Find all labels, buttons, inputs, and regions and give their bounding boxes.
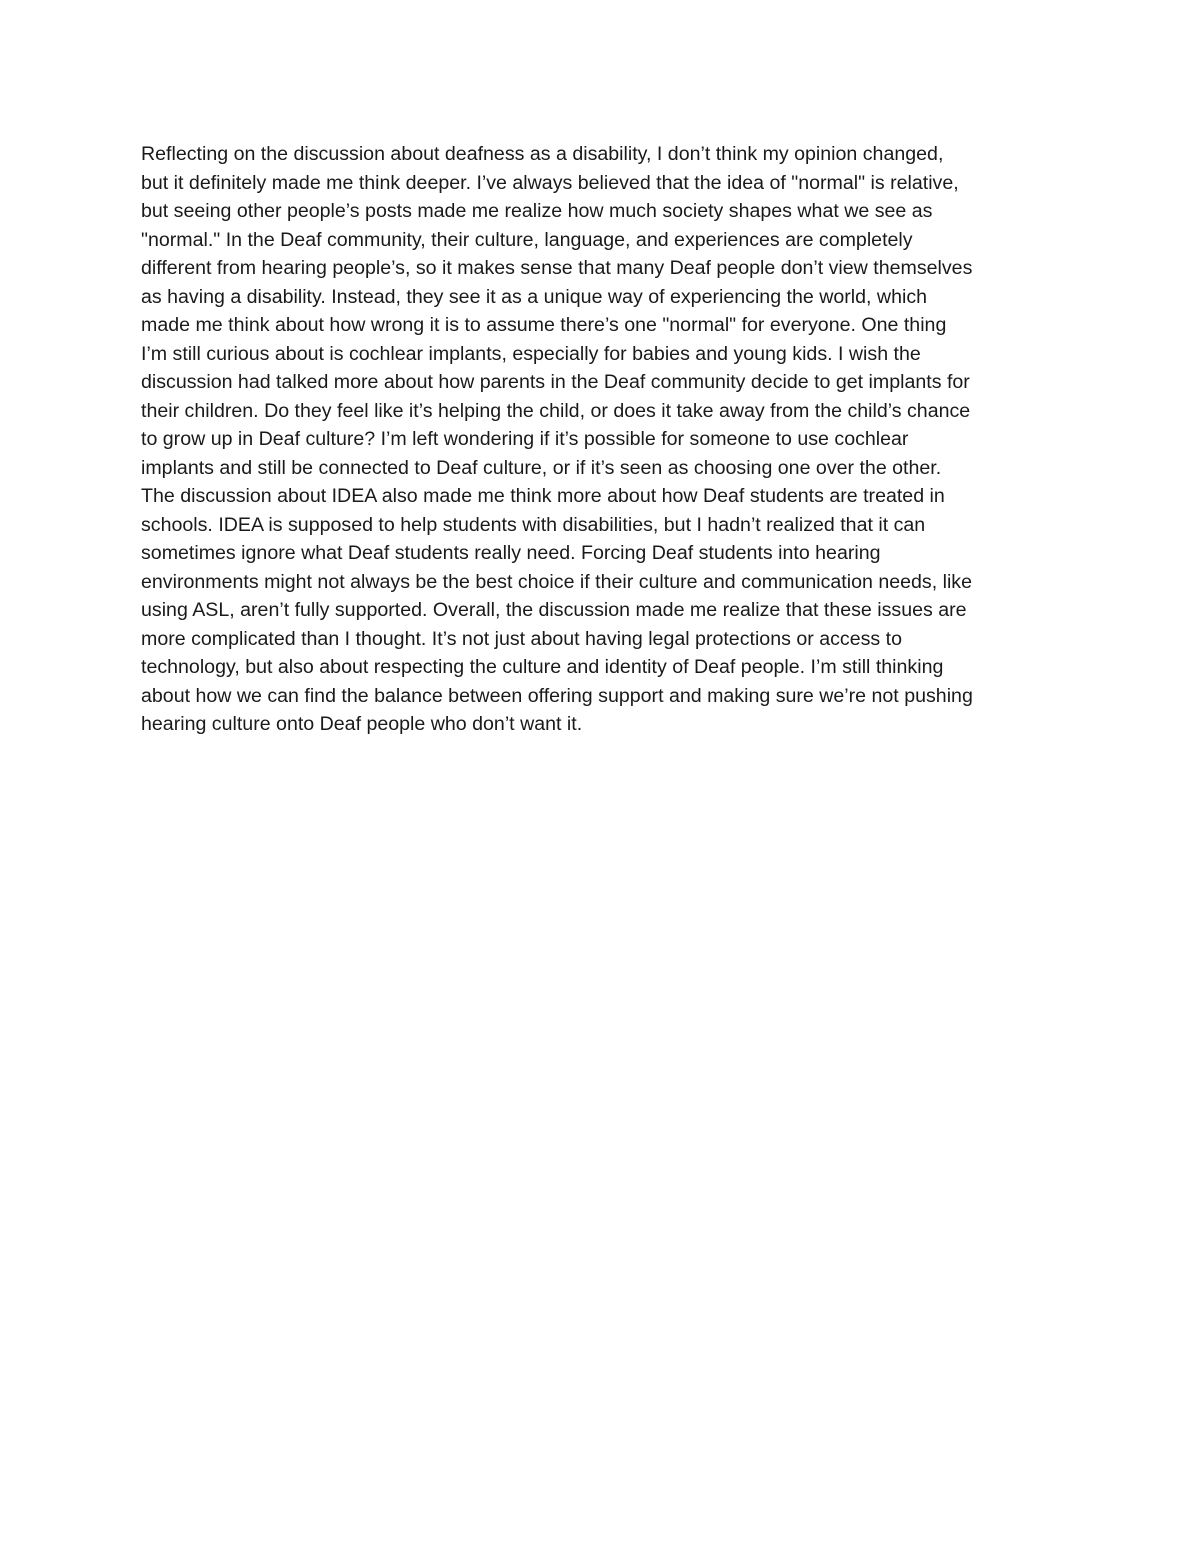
paragraph-line: hearing culture onto Deaf people who don’t want it. <box>141 713 583 735</box>
paragraph-line: but it definitely made me think deeper. I’ve always believed that the idea of "normal" is relative, <box>141 171 959 194</box>
paragraph-line: The discussion about IDEA also made me think more about how Deaf students are treated in <box>141 485 945 507</box>
reflection-paragraph <box>141 140 1071 739</box>
paragraph-line: about how we can find the balance between offering support and making sure we’re not pushing <box>141 684 973 707</box>
paragraph-line: sometimes ignore what Deaf students really need. Forcing Deaf students into hearing <box>141 542 881 564</box>
paragraph-line: their children. Do they feel like it’s helping the child, or does it take away from the child’s chance <box>141 399 971 422</box>
paragraph-line: as having a disability. Instead, they see it as a unique way of experiencing the world, which <box>141 285 928 308</box>
paragraph-line: technology, but also about respecting the culture and identity of Deaf people. I’m still thinking <box>141 656 944 678</box>
paragraph-line: Reflecting on the discussion about deafness as a disability, I don’t think my opinion changed, <box>141 143 944 165</box>
paragraph-line: using ASL, aren’t fully supported. Overall, the discussion made me realize that these issues are <box>141 599 967 621</box>
paragraph-line: environments might not always be the best choice if their culture and communication needs, like <box>141 570 972 593</box>
paragraph-line: I’m still curious about is cochlear implants, especially for babies and young kids. I wish the <box>141 342 921 365</box>
paragraph-line: different from hearing people’s, so it makes sense that many Deaf people don’t view themselves <box>141 257 973 279</box>
paragraph-line: discussion had talked more about how parents in the Deaf community decide to get implants for <box>141 371 970 393</box>
paragraph-line: to grow up in Deaf culture? I’m left wondering if it’s possible for someone to use cochlear <box>141 428 909 450</box>
paragraph-line: more complicated than I thought. It’s not just about having legal protections or access to <box>141 627 902 650</box>
paragraph-line: made me think about how wrong it is to assume there’s one "normal" for everyone. One thing <box>141 314 947 336</box>
paragraph-line: implants and still be connected to Deaf culture, or if it’s seen as choosing one over the other. <box>141 456 942 479</box>
paragraph-line: "normal." In the Deaf community, their culture, language, and experiences are completely <box>141 228 913 251</box>
paragraph-line: schools. IDEA is supposed to help students with disabilities, but I hadn’t realized that it can <box>141 513 926 536</box>
paragraph-line: but seeing other people’s posts made me realize how much society shapes what we see as <box>141 200 933 222</box>
